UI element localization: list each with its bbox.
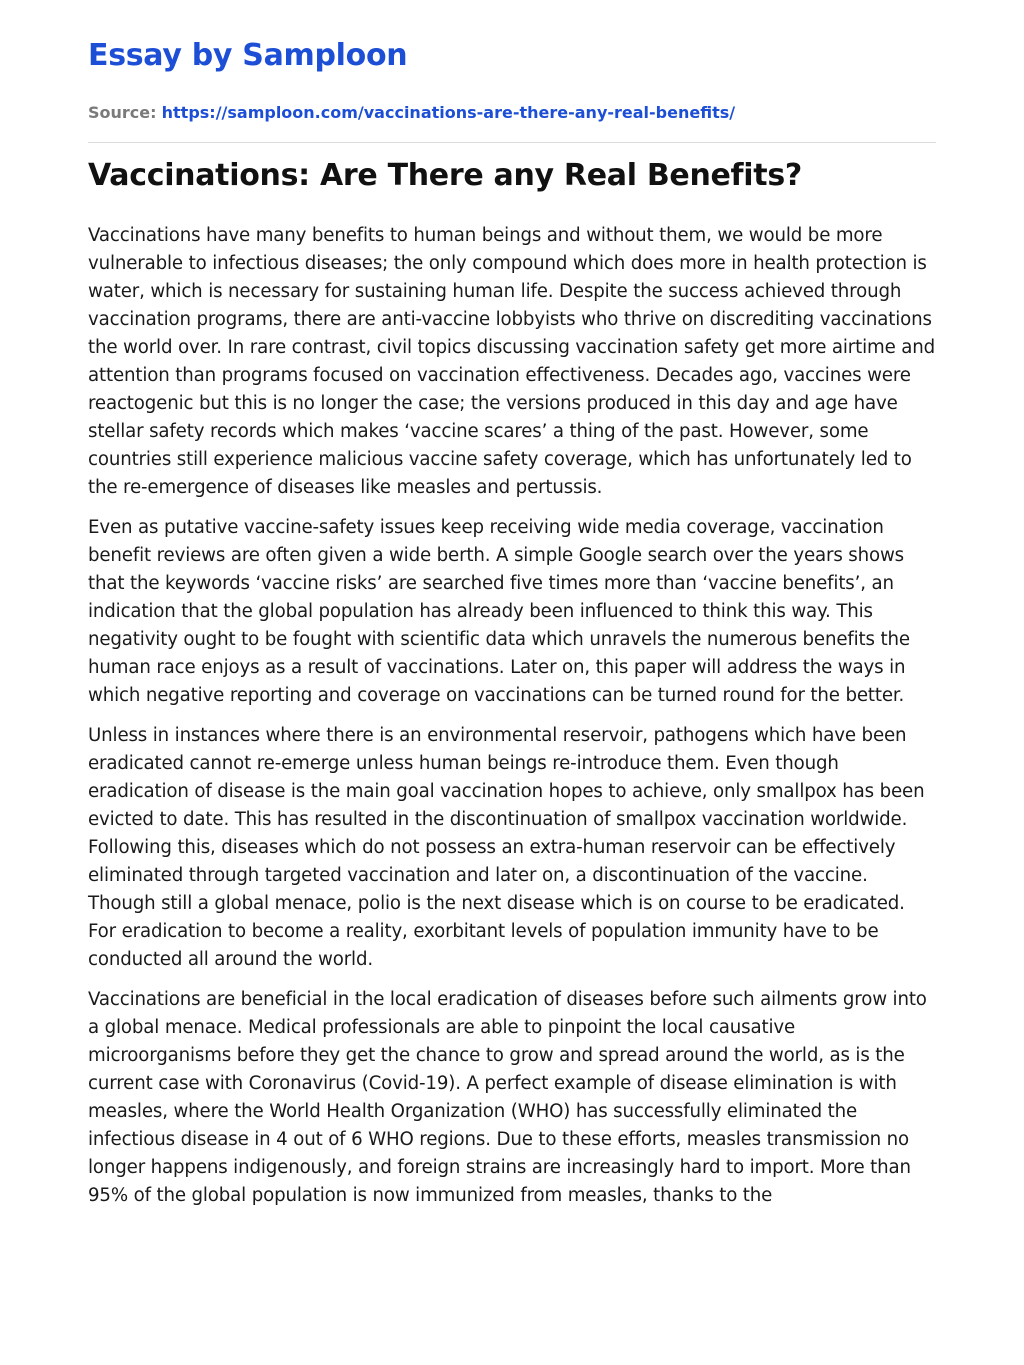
essay-title: Vaccinations: Are There any Real Benefits? xyxy=(88,158,802,193)
essay-paragraph: Vaccinations have many benefits to human beings and without them, we would be more vulnerable to infectious diseases; the only compound which does more in health protection is water, which is necessary for sustaining human life. Despite the success achieved through vaccination programs, there are anti-vaccine lobbyists who thrive on discrediting vaccinations the world over. In rare contrast, civil topics discussing vaccination safety get more airtime and attention than programs focused on vaccination effectiveness. Decades ago, vaccines were reactogenic but this is no longer the case; the versions produced in this day and age have stellar safety records which makes ‘vaccine scares’ a thing of the past. However, some countries still experience malicious vaccine safety coverage, which has unfortunately led to the re-emergence of diseases like measles and pertussis. xyxy=(88,225,936,498)
site-brand: Essay by Samploon xyxy=(88,38,408,73)
source-link[interactable]: https://samploon.com/vaccinations-are-there-any-real-benefits/ xyxy=(161,103,736,122)
essay-body xyxy=(88,222,936,1222)
source-label: Source: xyxy=(88,103,157,122)
header-divider xyxy=(88,142,936,143)
essay-paragraph: Unless in instances where there is an environmental reservoir, pathogens which have been eradicated cannot re-emerge unless human beings re-introduce them. Even though eradication of disease is the main goal vaccination hopes to achieve, only smallpox has been evicted to date. This has resulted in the discontinuation of smallpox vaccination worldwide. Following this, diseases which do not possess an extra-human reservoir can be effectively eliminated through targeted vaccination and later on, a discontinuation of the vaccine. Though still a global menace, polio is the next disease which is on course to be eradicated. For eradication to become a reality, exorbitant levels of population immunity have to be conducted all around the world. xyxy=(88,725,925,970)
source-line xyxy=(88,102,735,124)
essay-paragraph: Vaccinations are beneficial in the local eradication of diseases before such ailments grow into a global menace. Medical professionals are able to pinpoint the local causative microorganisms before they get the chance to grow and spread around the world, as is the current case with Coronavirus (Covid-19). A perfect example of disease elimination is with measles, where the World Health Organization (WHO) has successfully eliminated the infectious disease in 4 out of 6 WHO regions. Due to these efforts, measles transmission no longer happens indigenously, and foreign strains are increasingly hard to import. More than 95% of the global population is now immunized from measles, thanks to the xyxy=(88,989,927,1206)
essay-paragraph: Even as putative vaccine-safety issues keep receiving wide media coverage, vaccination benefit reviews are often given a wide berth. A simple Google search over the years shows that the keywords ‘vaccine risks’ are searched five times more than ‘vaccine benefits’, an indication that the global population has already been influenced to think this way. This negativity ought to be fought with scientific data which unravels the numerous benefits the human race enjoys as a result of vaccinations. Later on, this paper will address the ways in which negative reporting and coverage on vaccinations can be turned round for the better. xyxy=(88,517,910,706)
